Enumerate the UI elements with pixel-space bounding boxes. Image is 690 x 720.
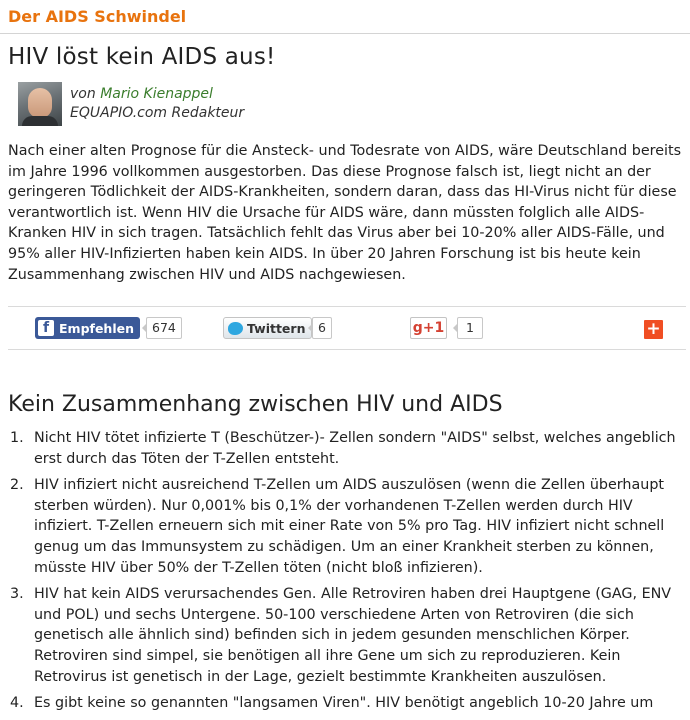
facebook-label: Empfehlen: [59, 320, 134, 336]
author-role: EQUAPIO.com Redakteur: [70, 105, 245, 121]
avatar-shirt: [22, 116, 58, 126]
share-more-button[interactable]: +: [644, 320, 663, 339]
article-title: HIV löst kein AIDS aus!: [8, 44, 276, 70]
twitter-count: 6: [312, 317, 332, 339]
avatar-face: [28, 88, 52, 118]
list-item: [8, 693, 684, 714]
section-title[interactable]: Der AIDS Schwindel: [8, 7, 187, 26]
google-plus-count: 1: [457, 317, 483, 339]
byline-prefix: von: [70, 86, 96, 102]
list-text: Nicht HIV tötet infizierte T (Beschützer-)- Zellen sondern "AIDS" selbst, welches angeblich erst durch das Töten der T-Zellen entsteht.: [34, 430, 676, 467]
author-link[interactable]: Mario Kienappel: [100, 86, 213, 102]
twitter-bird-icon: [228, 322, 243, 335]
list-text: Es gibt keine so genannten "langsamen Viren". HIV benötigt angeblich 10-20 Jahre um: [34, 695, 654, 712]
section-header: [0, 0, 690, 34]
list-number: 4.: [10, 695, 24, 712]
list-item: [8, 428, 684, 469]
list-item: [8, 584, 684, 687]
byline-author-line: [70, 85, 244, 104]
list-item: [8, 475, 684, 578]
list-text: HIV hat kein AIDS verursachendes Gen. Alle Retroviren haben drei Hauptgene (GAG, ENV und POL) und sechs Untergene. 50-100 verschiedene Arten von Retroviren (die sich genetisch alle ähnlich sind) befinden sich in jedem gesunden menschlichen Körper. Retroviren sind simpel, sie benötigen all ihre Gene um sich zu reproduzieren. Kein Retrovirus ist genetisch in der Lage, gezielt bestimmte Krankheiten auszulösen.: [34, 586, 672, 685]
author-avatar[interactable]: [18, 82, 62, 126]
article-intro: Nach einer alten Prognose für die Ansteck- und Todesrate von AIDS, wäre Deutschland bereits im Jahre 1996 vollkommen ausgestorben. Das diese Prognose falsch ist, liegt nicht an der geringeren Tödlichkeit der AIDS-Krankheiten, sondern daran, dass das HI-Virus nicht für diese verantwortlich ist. Wenn HIV die Ursache für AIDS wäre, dann müssten folglich alle AIDS-Kranken HIV in sich tragen. Tatsächlich fehlt das Virus aber bei 10-20% aller AIDS-Fälle, und 95% aller HIV-Infizierten haben kein AIDS. In über 20 Jahren Forschung ist bis heute kein Zusammenhang zwischen HIV und AIDS nachgewiesen.: [8, 143, 682, 283]
share-bar: [8, 306, 686, 350]
twitter-label: Twittern: [247, 320, 306, 336]
facebook-icon: f: [38, 320, 54, 336]
list-number: 1.: [10, 430, 24, 446]
list-number: 2.: [10, 477, 24, 494]
section-heading: Kein Zusammenhang zwischen HIV und AIDS: [8, 392, 503, 417]
google-plus-one-button[interactable]: g+1: [410, 317, 447, 339]
argument-list: [8, 428, 684, 720]
twitter-tweet-button[interactable]: [223, 317, 312, 339]
facebook-recommend-button[interactable]: [35, 317, 140, 339]
byline: [70, 85, 244, 123]
list-text: HIV infiziert nicht ausreichend T-Zellen um AIDS auszulösen (wenn die Zellen überhaupt sterben würden). Nur 0,001% bis 0,1% der vorhandenen T-Zellen werden durch HIV infiziert. T-Zellen erneuern sich mit einer Rate von 5% pro Tag. HIV infiziert nicht schnell genug um das Immunsystem zu schädigen. Um an einer Krankheit sterben zu können, müsste HIV über 50% der T-Zellen töten (nicht bloß infizieren).: [34, 477, 665, 576]
list-number: 3.: [10, 586, 24, 603]
facebook-count: 674: [146, 317, 182, 339]
